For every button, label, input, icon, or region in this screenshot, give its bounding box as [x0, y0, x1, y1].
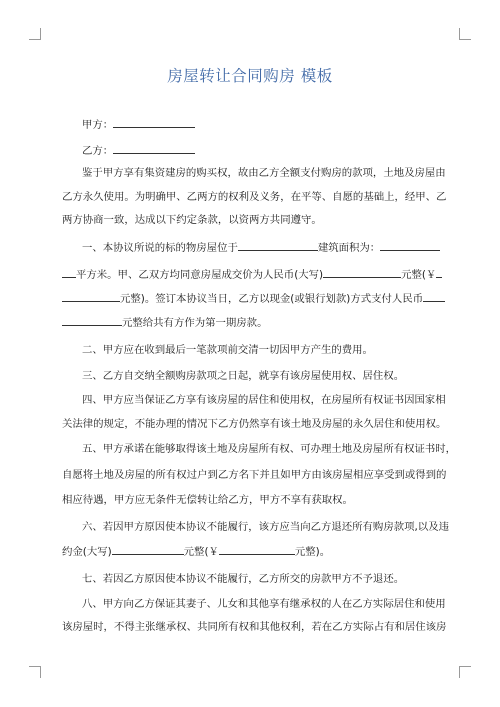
- intro-line-1: 鉴于甲方享有集资建房的购买权，故由乙方全额支付购房的款项，土地及房屋由: [82, 167, 446, 179]
- clause1-line-4: [62, 315, 448, 330]
- first-payment-blank: [423, 291, 445, 302]
- party-a-blank: [113, 117, 195, 128]
- penalty-words-blank: [112, 544, 184, 555]
- clause1-text: 元整给共有方作为第一期房款。: [122, 317, 268, 329]
- crop-mark: [459, 28, 460, 40]
- clause1-line-2: [62, 267, 448, 282]
- clause6-line-2: [62, 544, 448, 559]
- clause1-line-1: [82, 240, 448, 255]
- location-blank: [238, 240, 318, 251]
- price-digits-blank: [436, 267, 442, 278]
- clause4-line-1: 四、甲方应当保证乙方享有该房屋的居住和使用权，在房屋所有权证书因国家相: [82, 394, 446, 406]
- area-blank: [380, 240, 440, 251]
- clause5-line-2: 自愿将土地及房屋的所有权过户到乙方名下并且如甲方由该房屋相应享受到或得到的: [62, 469, 447, 481]
- penalty-digits-blank: [219, 544, 295, 555]
- first-payment-blank-cont: [62, 315, 122, 326]
- price-digits-blank-cont: [62, 291, 120, 302]
- clause1-text: 建筑面积为：: [317, 242, 381, 254]
- clause6-text: 元整)。: [294, 546, 331, 558]
- document-title: 房屋转让合同购房 模板: [167, 67, 333, 85]
- clause1-text: 平方米。甲、乙双方均同意房屋成交价为人民币(大写): [76, 269, 324, 281]
- party-a-label: 甲方：: [82, 119, 114, 131]
- crop-mark: [459, 666, 471, 667]
- clause6-text: 约金(大写): [62, 546, 112, 558]
- party-b-label: 乙方：: [82, 145, 114, 157]
- crop-mark: [40, 666, 41, 678]
- clause8-line-2: 该房屋时，不得主张继承权、共同所有权和其他权利，若在乙方实际占有和居住该房: [62, 621, 447, 633]
- clause5-line-1: 五、甲方承诺在能够取得该土地及房屋所有权、可办理土地及房屋所有权证书时，: [82, 443, 457, 455]
- clause2: 二、甲方应在收到最后一笔款项前交清一切因甲方产生的费用。: [82, 344, 373, 356]
- crop-mark: [459, 666, 460, 678]
- intro-line-2: 乙方永久使用。为明确甲、乙两方的权利及义务，在平等、自愿的基础上，经甲、乙: [62, 191, 447, 203]
- clause7: 七、若因乙方原因使本协议不能履行，乙方所交的房款甲方不予退还。: [82, 573, 405, 585]
- clause5-line-3: 相应待遇，甲方应无条件无偿转让给乙方，甲方不享有获取权。: [62, 494, 353, 506]
- crop-mark: [459, 39, 471, 40]
- clause1-text: 元整)。签订本协议当日，乙方以现金(或银行划款)方式支付人民币: [120, 293, 424, 305]
- clause1-text: 元整(￥: [401, 269, 437, 281]
- clause6-text: 元整(￥: [183, 546, 219, 558]
- clause1-text: 一、本协议所说的标的物房屋位于: [82, 242, 238, 254]
- party-a-line: [82, 117, 448, 132]
- area-blank-cont: [62, 267, 76, 278]
- party-b-line: [82, 143, 448, 158]
- party-b-blank: [113, 143, 195, 154]
- price-words-blank: [323, 267, 401, 278]
- intro-line-3: 两方协商一致，达成以下约定条款，以资两方共同遵守。: [62, 214, 322, 226]
- crop-mark: [40, 28, 41, 40]
- clause8-line-1: 八、甲方向乙方保证其妻子、儿女和其他享有继承权的人在乙方实际居住和使用: [82, 598, 446, 610]
- clause1-line-3: [62, 291, 448, 306]
- clause3: 三、乙方自交纳全额购房款项之日起，就享有该房屋使用权、居住权。: [82, 370, 405, 382]
- clause6-line-1: 六、若因甲方原因使本协议不能履行，该方应当向乙方退还所有购房款项,以及违: [82, 521, 449, 533]
- clause4-line-2: 关法律的规定，不能办理的情况下乙方仍然享有该土地及房屋的永久居住和使用权。: [62, 418, 447, 430]
